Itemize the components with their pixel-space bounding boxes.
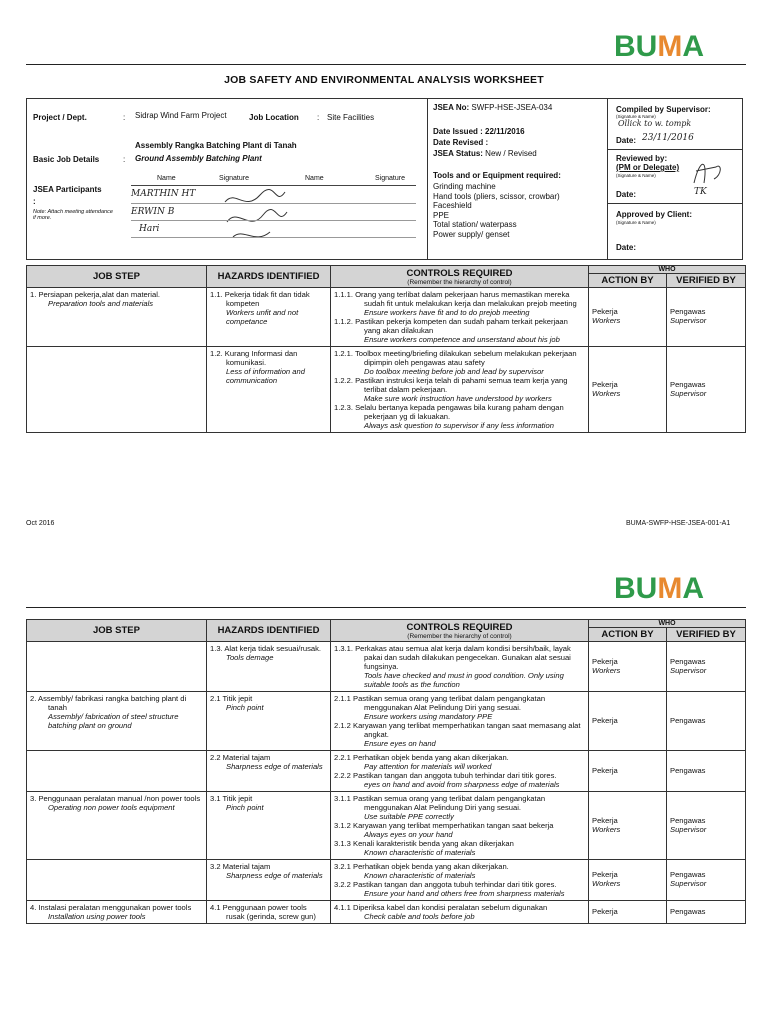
verified-by-cell (667, 642, 746, 692)
job-step-text-en: Installation using power tools (48, 912, 146, 921)
jsea-table-page2 (26, 619, 746, 924)
hazard-cell (207, 347, 331, 433)
verified-by-text: Pengawas (670, 906, 706, 916)
th-controls: CONTROLS REQUIRED (Remember the hierarchy of control) (331, 620, 589, 642)
action-by-text: Pekerja (592, 906, 618, 916)
table-row (27, 642, 746, 692)
hazard-cell (207, 288, 331, 347)
control-text-en: Always eyes on your hand (364, 830, 453, 839)
control-text: 1.1.1. Orang yang terlibat dalam pekerjaan harus memastikan mereka sudah fit untuk melakukan kerja dan melakukan prejob meeting (334, 290, 577, 308)
verified-by-text: Pengawas (670, 715, 706, 725)
action-by-cell (589, 692, 667, 751)
basic-job-value-en: Ground Assembly Batching Plant (135, 154, 262, 163)
tool-item: Power supply/ genset (433, 229, 510, 239)
verified-by-cell (667, 751, 746, 792)
controls-cell (331, 642, 589, 692)
action-by-cell (589, 792, 667, 860)
action-by-cell (589, 642, 667, 692)
control-text: 2.1.1 Pastikan semua orang yang terlibat dalam pengangkatan menggunakan Alat Pelindung Diri yang sesuai. (334, 694, 546, 712)
verified-by-text-en: Supervisor (670, 879, 707, 888)
controls-cell (331, 288, 589, 347)
verified-by-cell (667, 901, 746, 924)
header-project-section: Project / Dept. : Sidrap Wind Farm Project Job Location : Site Facilities Assembly Rangka Batching Plant di Tanah Basic Job Details : Ground Assembly Batching Plant Name Signature Name Signature JSEA Participants : Note: Attach meeting attendance if more. MARTHIN HT ERWIN B Hari (27, 99, 427, 259)
verified-by-text-en: Supervisor (670, 665, 707, 675)
control-text: 1.1.2. Pastikan pekerja kompeten dan sudah paham terkait pekerjaan yang akan dilakukan (334, 317, 568, 335)
control-text: 1.2.2. Pastikan instruksi kerja telah di pahami semua team kerja yang terlibat dalam pekerjaan. (334, 376, 568, 394)
control-text: 1.2.3. Selalu bertanya kepada pengawas bila kurang paham dengan pekerjaan yg di lakuakan. (334, 403, 564, 421)
control-text-en: Ensure your hand and others free from sharpness materials (364, 889, 565, 898)
compiled-date-label: Date: (616, 136, 637, 145)
hazard-text: 1.1. Pekerja tidak fit dan tidak kompeten (210, 290, 310, 308)
action-by-text: Pekerja (592, 379, 618, 389)
action-by-text-en: Workers (592, 316, 621, 325)
participant-signatures (215, 187, 295, 247)
hazard-cell (207, 642, 331, 692)
verified-by-cell (667, 347, 746, 433)
hazard-text: 2.2 Material tajam (210, 753, 271, 762)
job-step-text-en: Operating non power tools equipment (48, 803, 175, 812)
col-name-2: Name (305, 175, 324, 182)
hazard-text-en: Sharpness edge of materials (226, 871, 323, 880)
table-row (27, 288, 746, 347)
header-box (26, 98, 743, 260)
verified-by-text-en: Supervisor (670, 388, 707, 398)
basic-job-value-id: Assembly Rangka Batching Plant di Tanah (135, 141, 297, 150)
hazard-text-en: Less of information and communication (226, 367, 305, 385)
tool-item: Faceshield (433, 201, 472, 210)
tools-label: Tools and or Equipment required: (433, 171, 561, 180)
job-step-cell (27, 792, 207, 860)
compiled-signature: Ollick to w. tompk (618, 119, 692, 128)
verified-by-cell (667, 860, 746, 901)
hazard-text: 1.3. Alat kerja tidak sesuai/rusak. (210, 644, 322, 653)
th-hazards: HAZARDS IDENTIFIED (207, 266, 331, 288)
hazard-text-en: Pinch point (226, 803, 264, 812)
control-text-en: Use suitable PPE correctly (364, 812, 454, 821)
control-text-en: Pay attention for materials will worked (364, 762, 492, 771)
action-by-cell (589, 347, 667, 433)
tool-item: Grinding machine (433, 182, 496, 191)
tools-list (433, 182, 560, 239)
th-verified-by: VERIFIED BY (667, 274, 746, 288)
participant-2: ERWIN B (131, 207, 175, 217)
action-by-text-en: Workers (592, 879, 621, 888)
hazard-cell (207, 901, 331, 924)
hazard-text-en: Sharpness edge of materials (226, 762, 323, 771)
jsea-table-page1 (26, 265, 746, 433)
tool-item: PPE (433, 210, 450, 220)
control-text-en: Known characteristic of materials (364, 871, 476, 880)
th-hazards: HAZARDS IDENTIFIED (207, 620, 331, 642)
control-text: 2.1.2 Karyawan yang terlibat memperhatikan tangan saat memasang alat angkat. (334, 721, 581, 739)
reviewed-label: Reviewed by: (616, 154, 668, 163)
participants-label: JSEA Participants (33, 185, 102, 194)
approved-date-label: Date: (616, 243, 637, 252)
action-by-text-en: Workers (592, 388, 621, 398)
header-jsea-section (427, 99, 608, 259)
job-step-cell (27, 901, 207, 924)
th-verified-by: VERIFIED BY (667, 628, 746, 642)
job-step-text: 4. Instalasi peralatan menggunakan power tools (30, 903, 192, 912)
project-label: Project / Dept. (33, 113, 87, 122)
hazard-text-en: Tools demage (226, 653, 274, 662)
control-text-en: Ensure workers competence and unserstand about his job (364, 335, 560, 344)
controls-cell (331, 347, 589, 433)
jsea-status-value: New / Revised (485, 149, 537, 158)
control-text-en: Check cable and tools before job (364, 912, 475, 921)
hazard-cell (207, 692, 331, 751)
th-who: WHO (589, 620, 746, 628)
control-text: 2.2.2 Pastikan tangan dan anggota tubuh terhindar dari titik gores. (334, 771, 557, 780)
action-by-text-en: Workers (592, 665, 621, 675)
control-text-en: Tools have checked and must in good condition. Only using suitable tools as the function (364, 671, 564, 689)
job-step-text: 2. Assembly/ fabrikasi rangka batching plant di tanah (30, 694, 187, 712)
jsea-no-value: SWFP-HSE-JSEA-034 (471, 103, 553, 112)
col-name: Name (157, 175, 176, 182)
col-signature-2: Signature (375, 175, 405, 182)
job-step-text: 3. Penggunaan peralatan manual /non power tools (30, 794, 201, 803)
action-by-cell (589, 901, 667, 924)
control-text: 3.1.2 Karyawan yang terlibat memperhatikan tangan saat bekerja (334, 821, 554, 830)
control-text: 1.3.1. Perkakas atau semua alat kerja dalam kondisi bersih/baik, layak pakai dan sudah dilakukan pengecekan. Gunakan alat sesuai fungsinya. (334, 644, 571, 671)
action-by-text: Pekerja (592, 815, 618, 825)
hazard-text: 4.1 Penggunaan power tools rusak (gerinda, screw gun) (210, 903, 316, 921)
action-by-cell (589, 860, 667, 901)
action-by-text: Pekerja (592, 307, 618, 316)
worksheet-title: JOB SAFETY AND ENVIRONMENTAL ANALYSIS WORKSHEET (224, 74, 544, 86)
controls-cell (331, 792, 589, 860)
verified-by-text-en: Supervisor (670, 824, 707, 834)
th-action-by: ACTION BY (589, 274, 667, 288)
hazard-cell (207, 751, 331, 792)
job-step-cell (27, 751, 207, 792)
buma-logo-page2: BUMA (614, 572, 705, 605)
action-by-text: Pekerja (592, 765, 618, 775)
participant-1: MARTHIN HT (131, 189, 196, 199)
header-rule-page2 (26, 607, 746, 608)
table-row (27, 792, 746, 860)
hazard-text: 1.2. Kurang Informasi dan komunikasi. (210, 349, 298, 367)
location-label: Job Location (249, 113, 299, 122)
control-text-en: Do toolbox meeting before job and lead by supervisor (364, 367, 544, 376)
verified-by-text: Pengawas (670, 307, 706, 316)
date-issued: Date Issued : 22/11/2016 (433, 127, 525, 136)
compiled-label: Compiled by Supervisor: (616, 105, 711, 114)
th-who: WHO (589, 266, 746, 274)
controls-cell (331, 692, 589, 751)
table-row (27, 692, 746, 751)
date-revised: Date Revised : (433, 138, 489, 147)
hazard-text: 3.2 Material tajam (210, 862, 271, 871)
hazard-text: 3.1 Titik jepit (210, 794, 253, 803)
job-step-text-en: Assembly/ fabrication of steel structure batching plant on ground (48, 712, 179, 730)
verified-by-text: Pengawas (670, 870, 706, 879)
action-by-text: Pekerja (592, 715, 618, 725)
job-step-text-en: Preparation tools and materials (48, 299, 154, 308)
verified-by-cell (667, 792, 746, 860)
control-text: 3.2.2 Pastikan tangan dan anggota tubuh terhindar dari titik gores. (334, 880, 557, 889)
tool-item: Hand tools (pliers, scissor, crowbar) (433, 191, 560, 201)
control-text-en: Always ask question to supervisor if any less information (364, 421, 554, 430)
header-approval-section: Compiled by Supervisor: (Signature & Name) Ollick to w. tompk Date: 23/11/2016 Reviewed by: (PM or Delegate) (Signature & Name) Date: TK Approved by Client: (Signature & Name) Date: (607, 99, 743, 259)
action-by-text: Pekerja (592, 656, 618, 666)
th-action-by: ACTION BY (589, 628, 667, 642)
hazard-cell (207, 860, 331, 901)
table-row (27, 751, 746, 792)
col-signature: Signature (219, 175, 249, 182)
control-text: 3.1.3 Kenali karakteristik benda yang akan dikerjakan (334, 839, 514, 848)
control-text-en: Ensure workers using mandatory PPE (364, 712, 493, 721)
control-text-en: Make sure work instruction have understood by workers (364, 394, 552, 403)
action-by-text-en: Workers (592, 824, 621, 834)
action-by-cell (589, 751, 667, 792)
table-row (27, 347, 746, 433)
control-text: 3.2.1 Perhatikan objek benda yang akan dikerjakan. (334, 862, 509, 871)
verified-by-cell (667, 692, 746, 751)
compiled-date: 23/11/2016 (642, 133, 694, 143)
job-step-cell (27, 347, 207, 433)
verified-by-text-en: Supervisor (670, 316, 707, 325)
job-step-cell (27, 642, 207, 692)
basic-job-label: Basic Job Details (33, 155, 100, 164)
hazard-text-en: Workers unfit and not competance (226, 308, 299, 326)
buma-logo: BUMA (614, 30, 705, 63)
th-controls: CONTROLS REQUIRED (Remember the hierarchy of control) (331, 266, 589, 288)
footer-date: Oct 2016 (26, 520, 55, 527)
controls-cell (331, 901, 589, 924)
footer-doc-id: BUMA-SWFP-HSE-JSEA-001-A1 (626, 520, 731, 527)
control-text-en: eyes on hand and avoid from sharpness edge of materials (364, 780, 560, 789)
job-step-text: 1. Persiapan pekerja,alat dan material. (30, 290, 161, 299)
verified-by-text: Pengawas (670, 765, 706, 775)
verified-by-text: Pengawas (670, 379, 706, 389)
action-by-cell (589, 288, 667, 347)
hazard-text-en: Pinch point (226, 703, 264, 712)
header-rule (26, 64, 746, 65)
verified-by-text: Pengawas (670, 815, 706, 825)
control-text: 4.1.1 Diperiksa kabel dan kondisi peralatan sebelum digunakan (334, 903, 548, 912)
approved-label: Approved by Client: (616, 210, 693, 219)
attach-note: Note: Attach meeting attendance if more. (33, 209, 113, 221)
control-text-en: Ensure eyes on hand (364, 739, 436, 748)
jsea-no-label: JSEA No: (433, 103, 470, 112)
th-job-step: JOB STEP (27, 620, 207, 642)
reviewed-date-label: Date: (616, 190, 637, 199)
job-step-cell (27, 860, 207, 901)
control-text-en: Ensure workers have fit and to do prejob meeting (364, 308, 530, 317)
control-text: 1.2.1. Toolbox meeting/briefing dilakukan sebelum melakukan pekerjaan dipimpin oleh pengawas atau safety (334, 349, 577, 367)
action-by-text: Pekerja (592, 870, 618, 879)
project-value: Sidrap Wind Farm Project (135, 111, 227, 120)
hazard-cell (207, 792, 331, 860)
reviewed-initials: TK (694, 187, 707, 197)
job-step-cell (27, 692, 207, 751)
job-step-cell (27, 288, 207, 347)
th-job-step: JOB STEP (27, 266, 207, 288)
table-row (27, 901, 746, 924)
control-text: 2.2.1 Perhatikan objek benda yang akan dikerjakan. (334, 753, 509, 762)
table-row (27, 860, 746, 901)
jsea-status-label: JSEA Status: (433, 149, 483, 158)
verified-by-cell (667, 288, 746, 347)
control-text-en: Known characteristic of materials (364, 848, 476, 857)
verified-by-text: Pengawas (670, 656, 706, 666)
location-value: Site Facilities (327, 113, 375, 122)
hazard-text: 2.1 Titik jepit (210, 694, 253, 703)
participant-3: Hari (139, 224, 160, 234)
controls-cell (331, 751, 589, 792)
tool-item: Total station/ waterpass (433, 220, 517, 229)
controls-cell (331, 860, 589, 901)
control-text: 3.1.1 Pastikan semua orang yang terlibat dalam pengangkatan menggunakan Alat Pelindung Diri yang sesuai. (334, 794, 546, 812)
